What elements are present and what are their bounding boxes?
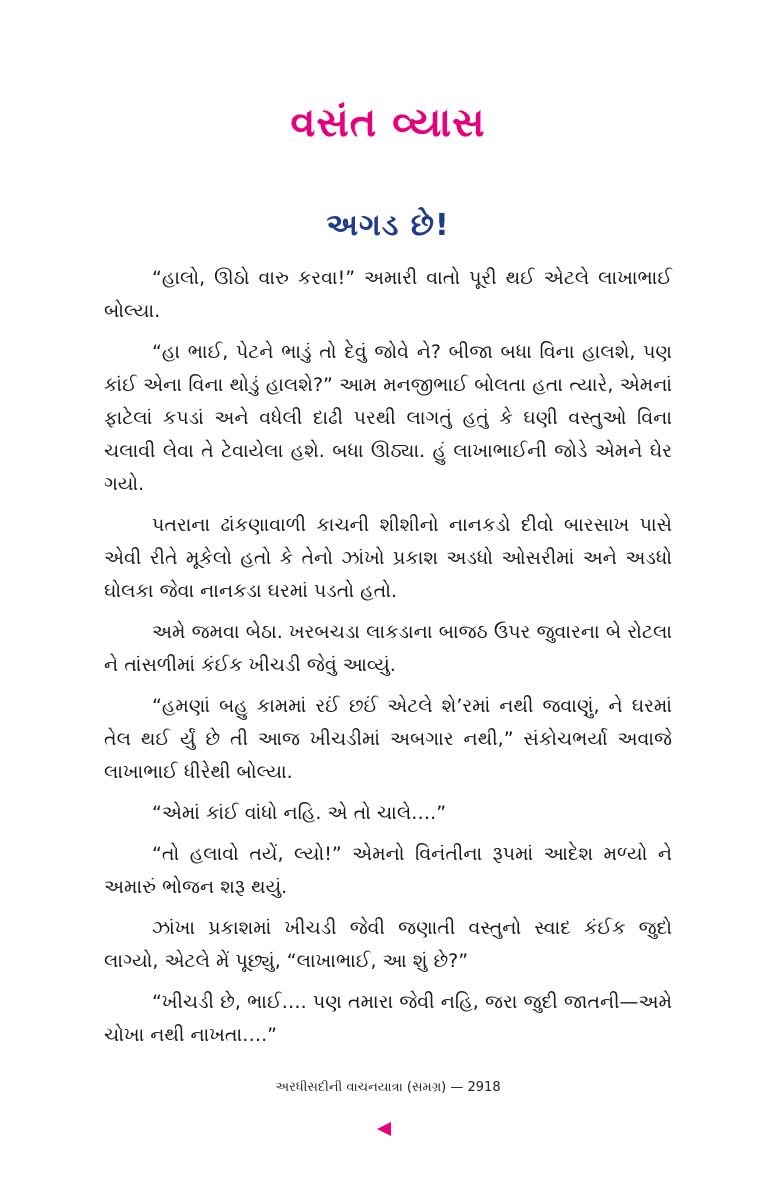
paragraph: “હા ભાઈ, પેટને ભાડું તો દેવું જોવે ને? બીજા બધા વિના હાલશે, પણ કાંઈ એના વિના થોડું હાલશે?” આમ મનજીભાઈ બોલતા હતા ત્યારે, એમનાં ફાટેલાં કપડાં અને વધેલી દાઢી પરથી લાગતું હતું કે ઘણી વસ્તુઓ વિના ચલાવી લેવા તે ટેવાયેલા હશે. બધા ઊઠ્યા. હું લાખાભાઈની જોડે એમને ઘેર ગયો. — [104, 341, 672, 495]
page-footer: અરધીસદીની વાચનયાત્રા (સમગ્ર) — 2918 — [275, 1080, 501, 1095]
paragraph: “હાલો, ઊઠો વારુ કરવા!” અમારી વાતો પૂરી થઈ એટલે લાખાભાઈ બોલ્યા. — [104, 267, 672, 322]
paragraph: “તો હલાવો તયેં, લ્યો!” એમનો વિનંતીના રૂપમાં આદેશ મળ્યો ને અમારું ભોજન શરૂ થયું. — [104, 843, 672, 898]
author-name: વસંત વ્યાસ — [290, 100, 486, 146]
body-text — [104, 262, 672, 1060]
chapter-title: અગડ છે! — [326, 208, 450, 243]
previous-page-icon[interactable] — [377, 1122, 391, 1136]
paragraph: “ખીચડી છે, ભાઈ…. પણ તમારા જેવી નહિ, જરા જુદી જાતની—અમે ચોખા નથી નાખતા….” — [104, 991, 672, 1046]
paragraph: “હમણાં બહુ કામમાં રઈં છઈં એટલે શે’રમાં નથી જવાણું, ને ઘરમાં તેલ થઈ ર્યું છે તી આજ ખીચડીમાં અબગાર નથી,” સંકોચભર્યા અવાજે લાખાભાઈ ધીરેથી બોલ્યા. — [104, 695, 672, 783]
paragraph: પતરાના ઢાંકણાવાળી કાચની શીશીનો નાનકડો દીવો બારસાખ પાસે એવી રીતે મૂકેલો હતો કે તેનો ઝાંખો પ્રકાશ અડધો ઓસરીમાં અને અડધો ઘોલકા જેવા નાનકડા ઘરમાં પડતો હતો. — [104, 514, 672, 602]
paragraph: “એમાં કાંઈ વાંધો નહિ. એ તો ચાલે….” — [152, 802, 447, 824]
paragraph: અમે જમવા બેઠા. ખરબચડા લાકડાના બાજઠ ઉપર જુવારના બે રોટલા ને તાંસળીમાં કંઈક ખીચડી જેવું આવ્યું. — [104, 621, 672, 676]
paragraph: ઝાંખા પ્રકાશમાં ખીચડી જેવી જણાતી વસ્તુનો સ્વાદ કંઈક જુદો લાગ્યો, એટલે મેં પૂછ્યું, “લાખાભાઈ, આ શું છે?” — [104, 917, 672, 972]
